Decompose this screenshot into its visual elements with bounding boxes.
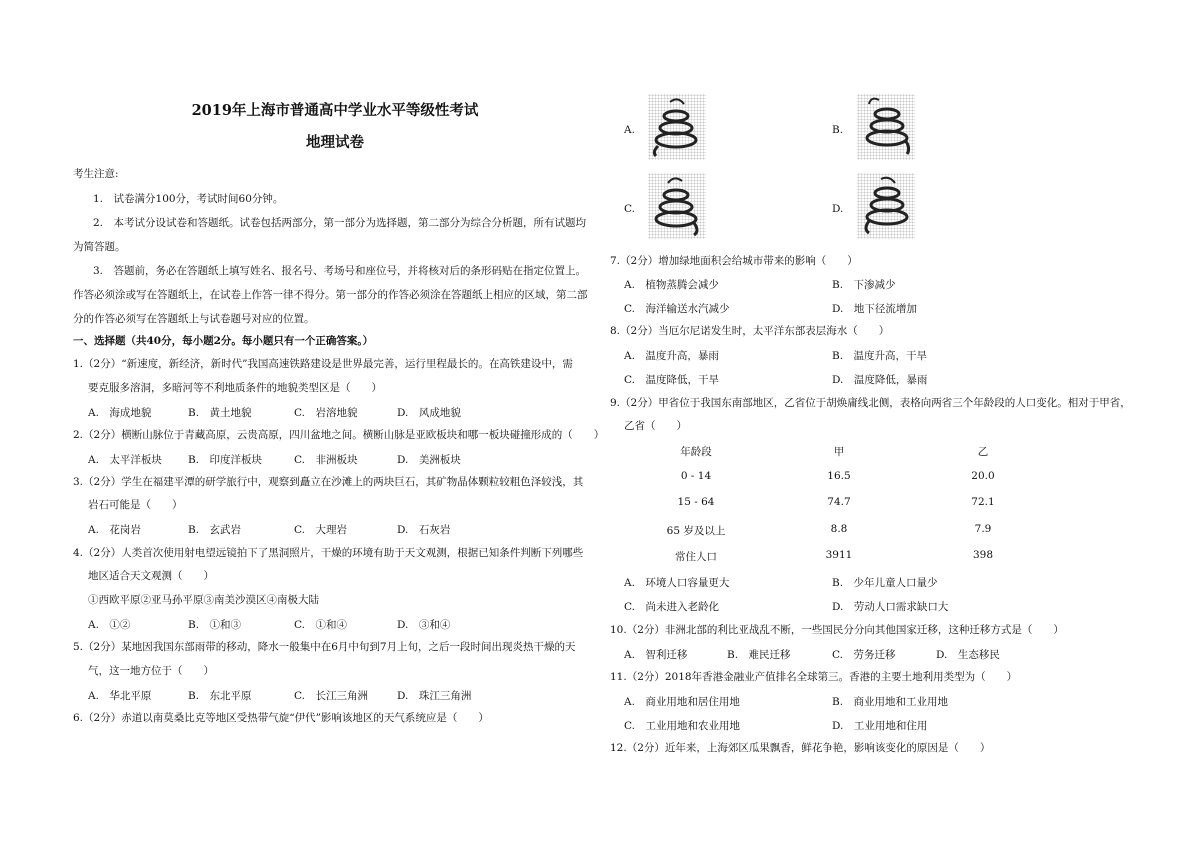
- q1-stem: 1.（2分）“新速度，新经济，新时代”我国高速铁路建设是世界最完善，运行里程最长的。在高铁建设中，需: [73, 358, 573, 370]
- q4-stem-cont: 地区适合天文观测（ ）: [88, 570, 214, 582]
- q5-stem-cont: 气，这一地方位于（ ）: [88, 665, 214, 677]
- q10-option-a[interactable]: A. 智利迁移: [624, 649, 688, 661]
- notice-heading: 考生注意:: [73, 168, 119, 180]
- q11-option-c[interactable]: C. 工业用地和农业用地: [624, 720, 740, 732]
- q9-stem: 9.（2分）甲省位于我国东南部地区，乙省位于胡焕庸线北侧，表格向两省三个年龄段的人口变化。相对于甲省，: [610, 397, 1131, 409]
- q2-option-a[interactable]: A. 太平洋板块: [88, 454, 162, 466]
- q8-option-a[interactable]: A. 温度升高，暴雨: [624, 350, 719, 362]
- q6-option-d[interactable]: D.: [832, 203, 844, 215]
- table-cell: 常住人口: [675, 551, 717, 563]
- q7-stem: 7.（2分）增加绿地面积会给城市带来的影响（ ）: [610, 255, 858, 267]
- q1-stem-cont: 要克服多溶洞，多暗河等不利地质条件的地貌类型区是（ ）: [88, 382, 382, 394]
- q8-option-d[interactable]: D. 温度降低，暴雨: [832, 374, 928, 386]
- q4-option-c[interactable]: C. ①和④: [294, 619, 347, 631]
- q6-cyclone-figure-c: [648, 173, 706, 239]
- page-title: 2019年上海市普通高中学业水平等级性考试: [191, 102, 479, 119]
- q6-option-b[interactable]: B.: [832, 124, 844, 136]
- table-header-age: 年龄段: [680, 446, 712, 458]
- q11-option-a[interactable]: A. 商业用地和居住用地: [624, 696, 740, 708]
- cyclone-spiral-icon: [857, 173, 915, 239]
- q7-option-c[interactable]: C. 海洋输送水汽减少: [624, 303, 730, 315]
- table-cell: 398: [972, 549, 994, 561]
- q7-option-d[interactable]: D. 地下径流增加: [832, 303, 917, 315]
- q11-option-d[interactable]: D. 工业用地和住用: [832, 720, 928, 732]
- q4-stem: 4.（2分）人类首次使用射电望远镜拍下了黑洞照片，干燥的环境有助于天文观测，根据已知条件判断下列哪些: [73, 547, 584, 559]
- q4-option-b[interactable]: B. ①和③: [188, 619, 242, 631]
- table-cell: 16.5: [827, 470, 851, 482]
- table-cell: 7.9: [974, 523, 992, 535]
- q4-option-d[interactable]: D. ③和④: [397, 619, 451, 631]
- table-cell: 72.1: [971, 496, 995, 508]
- q11-stem: 11.（2分）2018年香港金融业产值排名全球第三。香港的主要土地利用类型为（ ）: [610, 671, 1018, 683]
- table-header-jia: 甲: [833, 446, 845, 458]
- cyclone-spiral-icon: [648, 94, 706, 160]
- q9-option-c[interactable]: C. 尚未进入老龄化: [624, 601, 719, 613]
- section-heading: 一、选择题（共40分，每小题2分。每小题只有一个正确答案。）: [73, 335, 374, 347]
- table-cell: 20.0: [971, 470, 995, 482]
- q3-option-b[interactable]: B. 玄武岩: [188, 524, 242, 536]
- table-cell: 74.7: [827, 496, 851, 508]
- notice-item-2: 2. 本考试分设试卷和答题纸。试卷包括两部分，第一部分为选择题，第二部分为综合分析题，所有试题均: [93, 217, 587, 229]
- q9-option-d[interactable]: D. 劳动人口需求缺口大: [832, 601, 949, 613]
- table-cell: 3911: [825, 549, 853, 561]
- q1-option-c[interactable]: C. 岩溶地貌: [294, 407, 358, 419]
- q11-option-b[interactable]: B. 商业用地和工业用地: [832, 696, 949, 708]
- q5-stem: 5.（2分）某地因我国东部雨带的移动，降水一般集中在6月中旬到7月上旬，之后一段时间出现炎热干燥的天: [73, 641, 576, 653]
- q10-option-b[interactable]: B. 难民迁移: [727, 649, 791, 661]
- q12-stem: 12.（2分）近年来，上海郊区瓜果飘香，鲜花争艳，影响该变化的原因是（ ）: [610, 742, 991, 754]
- table-cell: 0 - 14: [680, 470, 712, 482]
- q5-option-c[interactable]: C. 长江三角洲: [294, 690, 368, 702]
- q6-stem: 6.（2分）赤道以南莫桑比克等地区受热带气旋“伊代”影响该地区的天气系统应是（ ）: [73, 712, 489, 724]
- q8-stem: 8.（2分）当厄尔尼诺发生时，太平洋东部表层海水（ ）: [610, 325, 890, 337]
- table-header-yi: 乙: [977, 446, 989, 458]
- q6-option-c[interactable]: C.: [624, 203, 635, 215]
- q3-option-a[interactable]: A. 花岗岩: [88, 524, 141, 536]
- q1-option-a[interactable]: A. 海成地貌: [88, 407, 152, 419]
- q8-option-b[interactable]: B. 温度升高，干旱: [832, 350, 928, 362]
- q1-option-b[interactable]: B. 黄土地貌: [188, 407, 252, 419]
- cyclone-spiral-icon: [648, 173, 706, 239]
- notice-item-1: 1. 试卷满分100分，考试时间60分钟。: [93, 193, 284, 205]
- q3-stem: 3.（2分）学生在福建平潭的研学旅行中，观察到矗立在沙滩上的两块巨石，其矿物晶体颗粒较粗色泽较浅，其: [73, 476, 584, 488]
- q7-option-a[interactable]: A. 植物蒸腾会减少: [624, 279, 719, 291]
- q2-stem: 2.（2分）横断山脉位于青藏高原，云贵高原，四川盆地之间。横断山脉是亚欧板块和哪一板块碰撞形成的（ ）: [73, 429, 605, 441]
- page-subtitle: 地理试卷: [306, 134, 364, 151]
- q5-option-b[interactable]: B. 东北平原: [188, 690, 252, 702]
- q6-cyclone-figure-d: [857, 173, 915, 239]
- q5-option-d[interactable]: D. 珠江三角洲: [397, 690, 472, 702]
- q10-stem: 10.（2分）非洲北部的利比亚战乱不断，一些国民分分向其他国家迁移，这种迁移方式是（ ）: [610, 624, 1064, 636]
- q8-option-c[interactable]: C. 温度降低，干旱: [624, 374, 719, 386]
- q9-option-a[interactable]: A. 环境人口容量更大: [624, 577, 730, 589]
- q3-option-d[interactable]: D. 石灰岩: [397, 524, 451, 536]
- q4-choices: ①西欧平原②亚马孙平原③南美沙漠区④南极大陆: [88, 594, 319, 606]
- q1-option-d[interactable]: D. 风成地貌: [397, 407, 461, 419]
- q6-cyclone-figure-a: [648, 94, 706, 160]
- q3-option-c[interactable]: C. 大理岩: [294, 524, 347, 536]
- q10-option-d[interactable]: D. 生态移民: [936, 649, 1000, 661]
- q2-option-d[interactable]: D. 美洲板块: [397, 454, 461, 466]
- table-cell: 15 - 64: [677, 496, 715, 508]
- table-cell: 65 岁及以上: [666, 525, 726, 537]
- q10-option-c[interactable]: C. 劳务迁移: [832, 649, 896, 661]
- q7-option-b[interactable]: B. 下渗减少: [832, 279, 896, 291]
- table-cell: 8.8: [830, 523, 848, 535]
- q2-option-c[interactable]: C. 非洲板块: [294, 454, 358, 466]
- q4-option-a[interactable]: A. ①②: [88, 619, 131, 631]
- q3-stem-cont: 岩石可能是（ ）: [88, 499, 183, 511]
- q5-option-a[interactable]: A. 华北平原: [88, 690, 152, 702]
- q6-cyclone-figure-b: [857, 94, 915, 160]
- notice-item-3-cont-2: 分的作答必须写在答题纸上与试卷题号对应的位置。: [73, 313, 315, 325]
- notice-item-2-cont: 为简答题。: [73, 241, 126, 253]
- cyclone-spiral-icon: [857, 94, 915, 160]
- notice-item-3: 3. 答题前，务必在答题纸上填写姓名、报名号、考场号和座位号，并将核对后的条形码贴在指定位置上。: [93, 265, 587, 277]
- q6-option-a[interactable]: A.: [624, 124, 635, 136]
- q9-option-b[interactable]: B. 少年儿童人口量少: [832, 577, 938, 589]
- q2-option-b[interactable]: B. 印度洋板块: [188, 454, 263, 466]
- notice-item-3-cont-1: 作答必须涂或写在答题纸上，在试卷上作答一律不得分。第一部分的作答必须涂在答题纸上相应的区域，第二部: [73, 289, 588, 301]
- q9-stem-cont: 乙省（ ）: [624, 420, 687, 432]
